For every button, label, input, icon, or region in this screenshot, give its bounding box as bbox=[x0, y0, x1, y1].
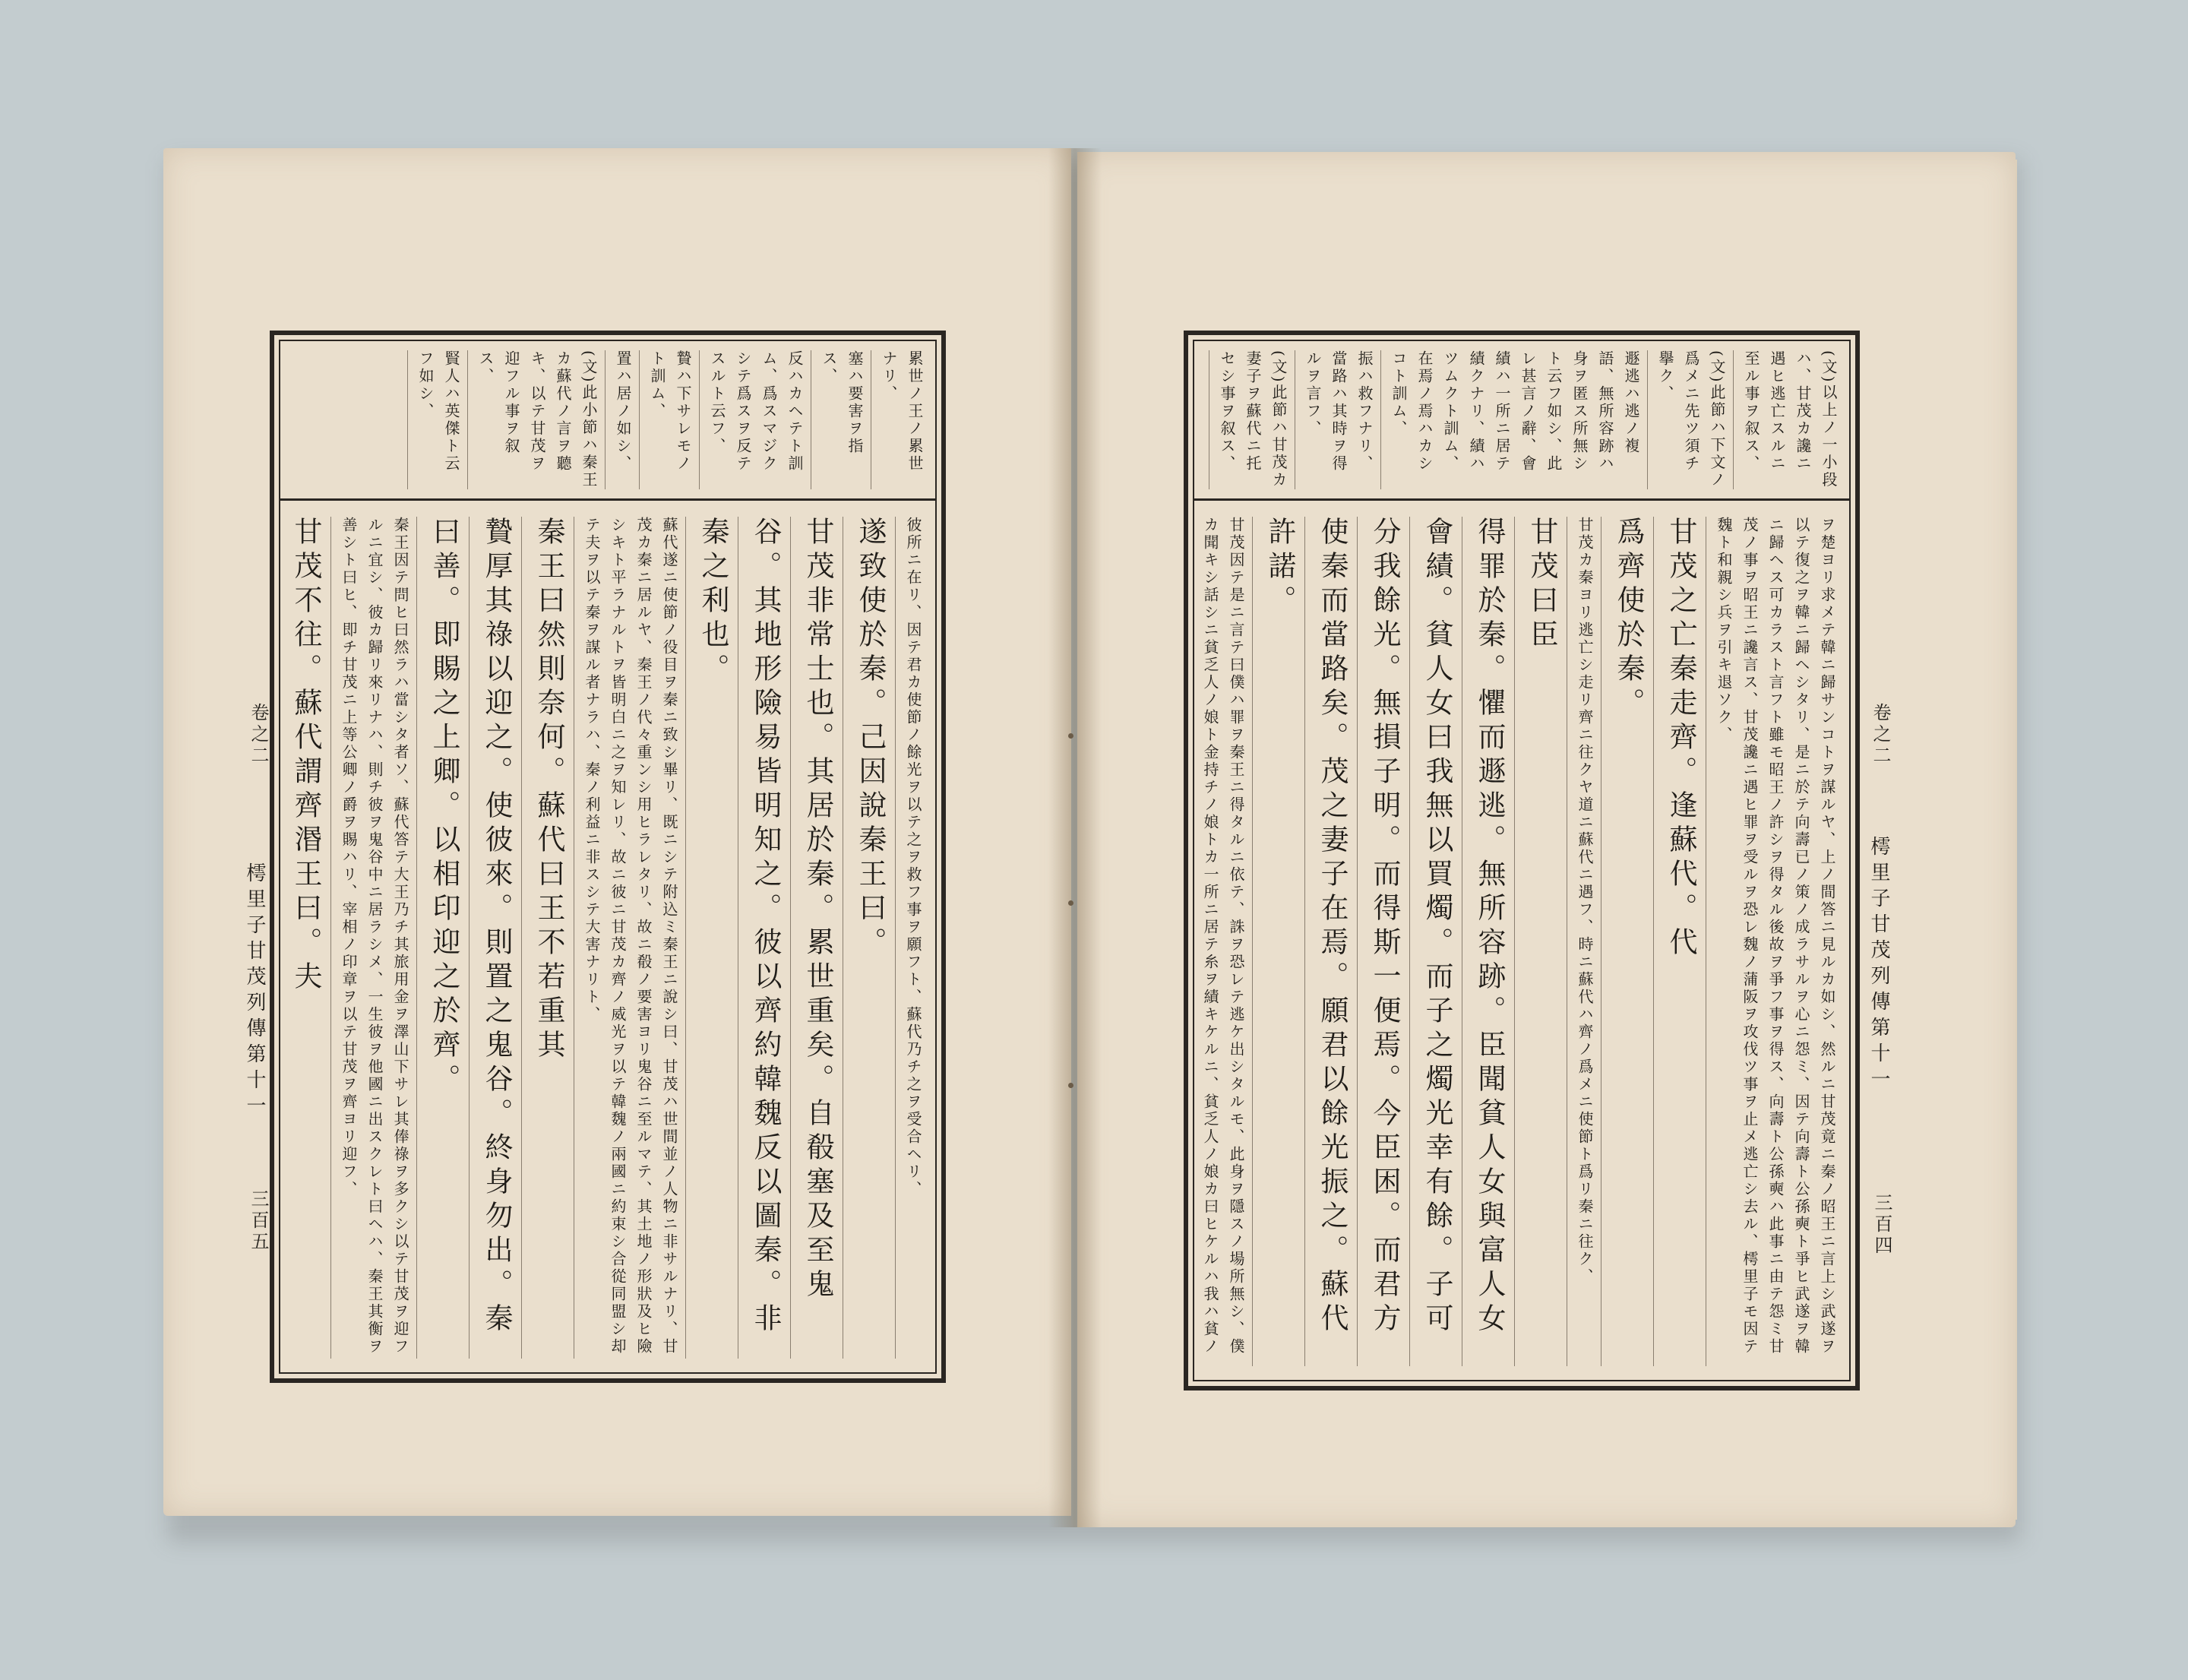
right-note: 遯逃ハ逃ノ複語、無所容跡ハ身ヲ匿ス所無シト云フ如シ、此レ甚言ノ辭、會績ハ一所ニ居テ績クナリ、績ハツムクト訓ム、在焉ノ焉ハカシコト訓ム、 bbox=[1380, 350, 1644, 489]
left-column: 甘茂不往。蘇代謂齊湣王曰。夫 bbox=[280, 517, 327, 1359]
left-column: 贄厚其祿以迎之。使彼來。則置之鬼谷。終身勿出。秦 bbox=[469, 517, 518, 1359]
left-note: 賢人ハ英傑ト云フ如シ、 bbox=[407, 350, 464, 489]
right-column: 甘茂カ秦ヨリ逃亡シ走リ齊ニ往クヤ道ニ蘇代ニ遇フ、時ニ蘇代ハ齊ノ爲メニ使節ト爲リ秦ニ往ク、 bbox=[1567, 517, 1598, 1366]
left-column: 彼所ニ在リ、因テ君カ使節ノ餘光ヲ以テ之ヲ救フ事ヲ願フト、蘇代乃チ之ヲ受合ヘリ、 bbox=[895, 517, 926, 1359]
right-column: 會績。貧人女曰我無以買燭。而子之燭光幸有餘。子可 bbox=[1409, 517, 1459, 1366]
left-margin-volume: 卷之二 bbox=[248, 703, 269, 767]
left-running-head: 樗里子甘茂列傳第十一 bbox=[243, 862, 266, 1121]
left-page-number: 三百五 bbox=[248, 1189, 269, 1253]
left-column: 遂致使於秦。己因說秦王曰。 bbox=[843, 517, 892, 1359]
left-note: 塞ハ要害ヲ指ス、 bbox=[811, 350, 868, 489]
right-column: 分我餘光。無損子明。而得斯一便焉。今臣困。而君方 bbox=[1357, 517, 1406, 1366]
right-column: 甘茂因テ是ニ言テ曰僕ハ罪ヲ秦王ニ得タルニ依テ、誅ヲ恐レテ逃ケ出シタルモ、此身ヲ隱スノ場所無シ、僕カ聞キシ話シニ貧乏人ノ娘ト金持チノ娘トカ一所ニ居テ糸ヲ績キケルニ、貧乏人ノ娘カ曰ヒケルハ我ハ貧ノ bbox=[1194, 517, 1249, 1366]
right-page-number: 三百四 bbox=[1871, 1193, 1892, 1257]
left-column: 曰善。即賜之上卿。以相印迎之於齊。 bbox=[416, 517, 466, 1359]
right-column: 甘茂之亡秦走齊。逢蘇代。代 bbox=[1653, 517, 1703, 1366]
right-column: 爲齊使於秦。 bbox=[1601, 517, 1650, 1366]
right-running-head: 樗里子甘茂列傳第十一 bbox=[1867, 836, 1890, 1094]
right-note: (文)此節ハ下文ノ爲メニ先ツ須チ擧ク、 bbox=[1647, 350, 1730, 489]
left-column: 秦王曰然則奈何。蘇代曰王不若重其 bbox=[521, 517, 571, 1359]
binding-stitch bbox=[1068, 1083, 1073, 1088]
right-text-frame bbox=[1184, 331, 1860, 1391]
right-note: (文)此節ハ甘茂カ妻子ヲ蘇代ニ托セシ事ヲ叙ス、 bbox=[1209, 350, 1292, 489]
right-column: ヲ楚ヨリ求メテ韓ニ歸サンコトヲ謀ルヤ、上ノ間答ニ見ルカ如シ、然ルニ甘茂竟ニ秦ノ昭王ニ言上シ武遂ヲ以テ復之ヲ韓ニ歸ヘシタリ、是ニ於テ向壽已ノ策ノ成ラサルヲ心ニ怨ミ、因テ向壽ト公孫奭ト爭ヒ武遂ヲ韓ニ歸ヘス可カラスト言フト雖モ昭王ノ許シヲ得タル後故ヲ爭フ事ヲ得ス、向壽ト公孫奭ハ此事ニ由テ怨ミ甘茂ノ事ヲ昭王ニ讒言ス、甘茂讒ニ遇ヒ罪ヲ受ルヲ恐レ魏ノ蒲阪ヲ攻伐ツ事ヲ止メ逃亡シ去ル、樗里子モ因テ魏ト和親シ兵ヲ引キ退ソク、 bbox=[1706, 517, 1840, 1366]
left-note: 反ハカヘテト訓ム、爲スマジクシテ爲スヲ反テスルト云フ、 bbox=[699, 350, 808, 489]
right-column: 得罪於秦。懼而遯逃。無所容跡。臣聞貧人女與富人女 bbox=[1462, 517, 1511, 1366]
binding-stitch bbox=[1068, 900, 1073, 906]
left-headnotes bbox=[280, 341, 935, 501]
right-frame-inner bbox=[1193, 340, 1851, 1381]
left-note: 贄ハ下サレモノト訓ム、 bbox=[639, 350, 696, 489]
left-column: 秦王因テ問ヒ曰然ラハ當シタ者ソ、蘇代答テ大王乃チ其旅用金ヲ澤山下サレ其俸祿ヲ多クシ以テ甘茂ヲ迎フルニ宜シ、彼カ歸リ來リナハ、則チ彼ヲ鬼谷中ニ居ラシメ、一生彼ヲ他國ニ出スクレト曰ヘハ、秦王其衡ヲ善シト曰ヒ、即チ甘茂ニ上等公卿ノ爵ヲ賜ハリ、宰相ノ印章ヲ以テ甘茂ヲ齊ヨリ迎フ、 bbox=[330, 517, 413, 1359]
right-page bbox=[1077, 152, 2016, 1527]
binding-stitch bbox=[1068, 733, 1073, 739]
left-note: 置ハ居ノ如シ、 bbox=[605, 350, 636, 489]
left-column: 秦之利也。 bbox=[685, 517, 735, 1359]
left-note: 累世ノ王ノ累世ナリ、 bbox=[871, 350, 928, 489]
left-text-frame bbox=[270, 331, 946, 1383]
left-note: (文)此小節ハ秦王カ蘇代ノ言ヲ聽キ、以テ甘茂ヲ迎フル事ヲ叙ス、 bbox=[467, 350, 602, 489]
right-note: 振ハ救フナリ、當路ハ其時ヲ得ルヲ言フ、 bbox=[1295, 350, 1377, 489]
left-column: 甘茂非常士也。其居於秦。累世重矣。自殽塞及至鬼 bbox=[790, 517, 839, 1359]
left-frame-inner bbox=[279, 340, 937, 1374]
left-page bbox=[163, 148, 1071, 1516]
right-margin-volume: 卷之二 bbox=[1870, 703, 1891, 767]
right-headnotes bbox=[1194, 341, 1849, 501]
left-body-text bbox=[280, 503, 935, 1372]
right-column: 甘茂曰臣 bbox=[1514, 517, 1564, 1366]
right-body-text bbox=[1194, 503, 1849, 1380]
left-column: 蘇代遂ニ使節ノ役目ヲ秦ニ致シ畢リ、既ニシテ附込ミ秦王ニ說シ曰、甘茂ハ世間並ノ人物ニ非サルナリ、甘茂カ秦ニ居ルヤ、秦王ノ代々重ンシ用ヒラレタリ、故ニ殽ノ要害ヨリ鬼谷ニ至ルマテ、其土地ノ形狀及ヒ險シキト平ラナルトヲ皆明白ニ之ヲ知レリ、故ニ彼ニ甘茂カ齊ノ威光ヲ以テ韓魏ノ兩國ニ約束シ合從同盟シ却テ夫ヲ以テ秦ヲ謀ル者ナラハ、秦ノ利益ニ非スシテ大害ナリト、 bbox=[574, 517, 682, 1359]
right-column: 使秦而當路矣。茂之妻子在焉。願君以餘光振之。蘇代 bbox=[1304, 517, 1354, 1366]
right-column: 許諾。 bbox=[1252, 517, 1301, 1366]
right-note: (文)以上ノ一小段ハ、甘茂カ讒ニ遇ヒ逃亡スルニ至ル事ヲ叙ス、 bbox=[1733, 350, 1842, 489]
left-column: 谷。其地形險易皆明知之。彼以齊約韓魏反以圖秦。非 bbox=[738, 517, 787, 1359]
book-gutter bbox=[1048, 148, 1102, 1527]
